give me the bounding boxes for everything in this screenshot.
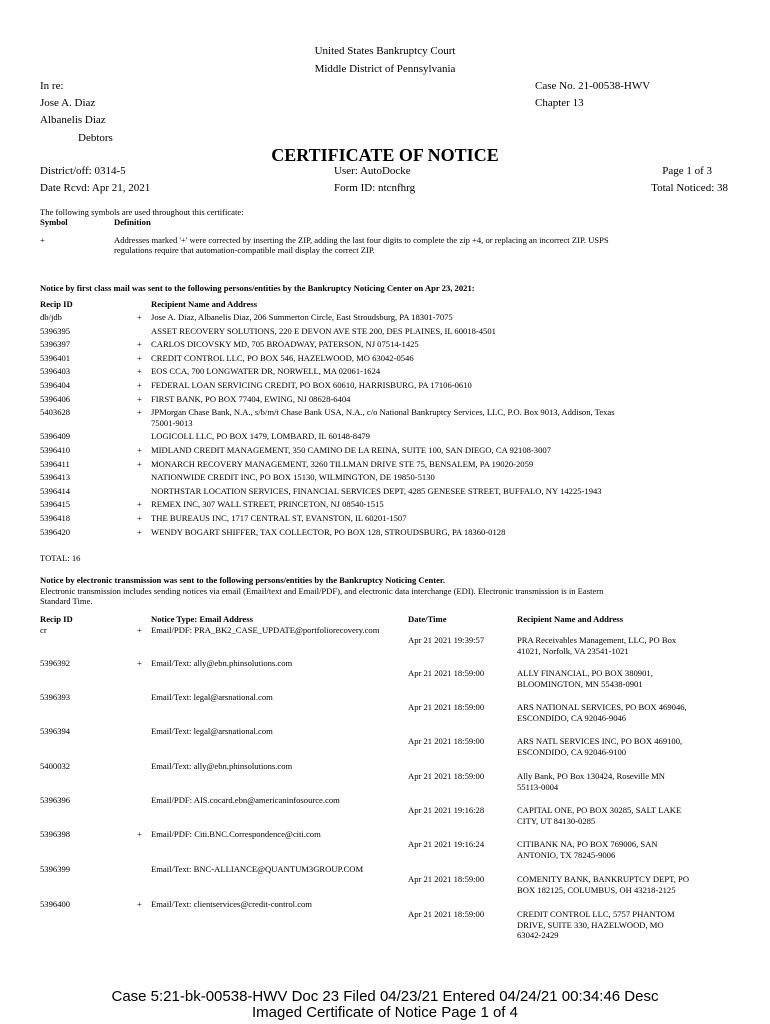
mail-recip-id: 5396404 [40,380,71,390]
electronic-recipient-address: ANTONIO, TX 78245-9006 [517,849,616,860]
symbol-header: Symbol [40,217,68,227]
electronic-date-time: Apr 21 2021 18:59:00 [408,702,485,712]
definition-header: Definition [114,217,151,227]
electronic-plus-mark: + [137,625,142,635]
electronic-recip-id: 5396400 [40,899,71,909]
mail-plus-mark: + [137,393,142,404]
mail-recipient-address: ASSET RECOVERY SOLUTIONS, 220 E DEVON AVE STE 200, DES PLAINES, IL 60018-4501 [151,325,496,336]
mail-recip-id: 5396403 [40,366,71,377]
mail-plus-mark: + [137,312,142,322]
electronic-recipient-address: 63042-2429 [517,930,559,940]
electronic-recipient-address: ARS NATL SERVICES INC, PO BOX 469100, [517,736,683,746]
electronic-recipient-address: CAPITAL ONE, PO BOX 30285, SALT LAKE [517,805,682,815]
mail-recip-id: 5396397 [40,339,71,350]
total-noticed: Total Noticed: 38 [651,182,728,194]
electronic-plus-mark: + [137,899,142,909]
mail-recip-id: 5396414 [40,485,71,496]
mail-recipient-address: MIDLAND CREDIT MANAGEMENT, 350 CAMINO DE LA REINA, SUITE 100, SAN DIEGO, CA 92108-3007 [151,444,551,455]
mail-recipient-address-cont: 75001-9013 [151,418,193,429]
court-district: Middle District of Pennsylvania [314,63,456,75]
case-number: Case No. 21-00538-HWV [535,80,651,92]
electronic-plus-mark: + [137,829,142,839]
electronic-notice-type: Email/PDF: Citi.BNC.Correspondence@citi.com [151,829,321,839]
footer-case-line: Case 5:21-bk-00538-HWV Doc 23 Filed 04/23/21 Entered 04/24/21 00:34:46 Desc [111,988,659,1005]
electronic-recip-id: 5396396 [40,795,71,805]
mail-recip-id: 5396410 [40,444,71,455]
mail-plus-mark: + [137,444,142,455]
mail-recipient-address: THE BUREAUS INC, 1717 CENTRAL ST, EVANSTON, IL 60201-1507 [151,512,407,523]
mail-plus-mark: + [137,458,142,469]
debtor-2: Albanelis Diaz [40,114,106,126]
electronic-col-name: Recipient Name and Address [517,614,624,624]
electronic-notice-type: Email/PDF: AIS.cocard.ebn@americaninfosource.com [151,795,340,805]
mail-recipient-address: CREDIT CONTROL LLC, PO BOX 546, HAZELWOOD, MO 63042-0546 [151,352,414,363]
chapter: Chapter 13 [535,97,584,109]
electronic-recipient-address: ESCONDIDO, CA 92046-9046 [517,712,627,723]
user-field: User: AutoDocke [334,165,411,177]
mail-recip-id: 5396420 [40,526,71,537]
electronic-recipient-address: ARS NATIONAL SERVICES, PO BOX 469046, [517,702,687,712]
mail-plus-mark: + [137,407,142,418]
electronic-recip-id: 5396399 [40,864,71,874]
mail-plus-mark: + [137,366,142,377]
mail-recip-id: 5396395 [40,325,71,336]
mail-recipient-address: LOGICOLL LLC, PO BOX 1479, LOMBARD, IL 60148-8479 [151,431,370,442]
mail-plus-mark: + [137,339,142,350]
electronic-desc-line2: Standard Time. [40,596,93,606]
electronic-recip-id: 5396392 [40,658,71,668]
mail-recip-id: 5396409 [40,431,71,442]
electronic-heading: Notice by electronic transmission was sent to the following persons/entities by the Bankruptcy Noticing Center. [40,575,446,585]
electronic-date-time: Apr 21 2021 18:59:00 [408,668,485,678]
mail-recipient-address: NATIONWIDE CREDIT INC, PO BOX 15130, WILMINGTON, DE 19850-5130 [151,472,435,483]
electronic-recipient-address: BOX 182125, COLUMBUS, OH 43218-2125 [517,884,676,895]
form-id: Form ID: ntcnfhrg [334,182,416,194]
debtor-1: Jose A. Diaz [40,97,96,109]
electronic-date-time: Apr 21 2021 18:59:00 [408,736,485,746]
mail-plus-mark: + [137,499,142,510]
page-indicator: Page 1 of 3 [662,165,712,177]
electronic-recipient-address: ALLY FINANCIAL, PO BOX 380901, [517,668,653,678]
mail-recipient-address: CARLOS DICOVSKY MD, 705 BROADWAY, PATERSON, NJ 07514-1425 [151,339,419,350]
mail-recip-id: 5396415 [40,499,71,510]
mail-recip-id: 5396418 [40,512,71,523]
electronic-date-time: Apr 21 2021 18:59:00 [408,909,485,919]
mail-col-name: Recipient Name and Address [151,299,258,309]
electronic-plus-mark: + [137,658,142,668]
electronic-recip-id: 5396394 [40,726,71,736]
plus-definition-line2: regulations require that automation-compatible mail display the correct ZIP. [114,245,375,255]
electronic-notice-type: Email/PDF: PRA_BK2_CASE_UPDATE@portfoliorecovery.com [151,625,380,635]
electronic-date-time: Apr 21 2021 19:16:28 [408,805,485,815]
electronic-recipient-address: PRA Receivables Management, LLC, PO Box [517,635,677,645]
mail-recipient-address: Jose A. Diaz, Albanelis Diaz, 206 Summerton Circle, East Stroudsburg, PA 18301-7075 [151,312,453,322]
electronic-recipient-address: BLOOMINGTON, MN 55438-0901 [517,678,643,689]
electronic-desc-line1: Electronic transmission includes sending notices via email (Email/text and Email/PDF), and electronic data interchange (EDI). Electronic transmission is in Eastern [40,586,604,596]
electronic-recipient-address: CREDIT CONTROL LLC, 5757 PHANTOM [517,909,675,919]
mail-recip-id: db/jdb [40,312,62,322]
electronic-recipient-address: COMENITY BANK, BANKRUPTCY DEPT, PO [517,874,690,884]
electronic-notice-type: Email/Text: clientservices@credit-control.com [151,899,312,909]
mail-heading: Notice by first class mail was sent to the following persons/entities by the Bankruptcy Noticing Center on Apr 23, 2021: [40,283,475,293]
electronic-notice-type: Email/Text: legal@arsnational.com [151,692,273,702]
district-office: District/off: 0314-5 [40,165,126,177]
electronic-notice-type: Email/Text: ally@ebn.phinsolutions.com [151,761,293,771]
symbols-intro: The following symbols are used throughout this certificate: [40,207,244,217]
in-re-label: In re: [40,80,64,92]
electronic-notice-type: Email/Text: ally@ebn.phinsolutions.com [151,658,293,668]
date-received: Date Rcvd: Apr 21, 2021 [40,182,151,194]
mail-total: TOTAL: 16 [40,553,81,563]
electronic-col-recip: Recip ID [40,614,73,624]
electronic-recipient-address: DRIVE, SUITE 330, HAZELWOOD, MO [517,919,664,930]
electronic-recipient-address: ESCONDIDO, CA 92046-9100 [517,746,627,757]
mail-plus-mark: + [137,526,142,537]
electronic-recipient-address: 55113-0004 [517,781,559,792]
electronic-recip-id: 5396393 [40,692,71,702]
mail-recip-id: 5396411 [40,458,70,469]
mail-plus-mark: + [137,380,142,390]
electronic-col-type: Notice Type: Email Address [151,614,253,624]
mail-recip-id: 5396401 [40,352,71,363]
electronic-recipient-address: 41021, Norfolk, VA 23541-1021 [517,645,629,656]
mail-recipient-address: NORTHSTAR LOCATION SERVICES, FINANCIAL SERVICES DEPT, 4285 GENESEE STREET, BUFFALO, NY 14225-1943 [151,485,602,496]
electronic-date-time: Apr 21 2021 18:59:00 [408,771,485,781]
mail-recipient-address: EOS CCA, 700 LONGWATER DR, NORWELL, MA 02061-1624 [151,366,381,377]
mail-plus-mark: + [137,512,142,523]
document-title: CERTIFICATE OF NOTICE [271,145,499,165]
electronic-recip-id: 5400032 [40,761,71,771]
mail-recipient-address: REMEX INC, 307 WALL STREET, PRINCETON, NJ 08540-1515 [151,499,384,510]
electronic-recipient-address: CITIBANK NA, PO BOX 769006, SAN [517,839,658,849]
electronic-notice-type: Email/Text: BNC-ALLIANCE@QUANTUM3GROUP.COM [151,864,364,874]
debtors-label: Debtors [78,132,113,144]
electronic-recip-id: cr [40,625,47,635]
electronic-date-time: Apr 21 2021 19:39:57 [408,635,485,645]
mail-col-recip: Recip ID [40,299,73,309]
electronic-recipient-address: CITY, UT 84130-0285 [517,815,596,826]
footer-page-line: Imaged Certificate of Notice Page 1 of 4 [252,1004,518,1021]
electronic-date-time: Apr 21 2021 19:16:24 [408,839,485,849]
electronic-recipient-address: Ally Bank, PO Box 130424, Roseville MN [517,771,666,781]
plus-definition-line1: Addresses marked '+' were corrected by inserting the ZIP, adding the last four digits to complete the zip +4, or replacing an incorrect ZIP. USPS [114,235,609,245]
plus-symbol: + [40,235,45,245]
mail-recipient-address: JPMorgan Chase Bank, N.A., s/b/m/t Chase Bank USA, N.A., c/o National Bankruptcy Services, LLC, P.O. Box 9013, Addison, Texas [151,407,615,418]
mail-recip-id: 5396413 [40,472,71,483]
mail-recip-id: 5396406 [40,393,71,404]
electronic-col-date: Date/Time [408,614,447,624]
electronic-notice-type: Email/Text: legal@arsnational.com [151,726,273,736]
mail-recipient-address: FIRST BANK, PO BOX 77404, EWING, NJ 08628-6404 [151,393,351,404]
mail-recip-id: 5403628 [40,407,71,418]
electronic-date-time: Apr 21 2021 18:59:00 [408,874,485,884]
mail-recipient-address: MONARCH RECOVERY MANAGEMENT, 3260 TILLMAN DRIVE STE 75, BENSALEM, PA 19020-2059 [151,458,534,469]
mail-recipient-address: WENDY BOGART SHIFFER, TAX COLLECTOR, PO BOX 128, STROUDSBURG, PA 18360-0128 [151,526,506,537]
electronic-recip-id: 5396398 [40,829,71,839]
court-name: United States Bankruptcy Court [314,45,456,57]
mail-plus-mark: + [137,352,142,363]
mail-recipient-address: FEDERAL LOAN SERVICING CREDIT, PO BOX 60610, HARRISBURG, PA 17106-0610 [151,380,472,390]
